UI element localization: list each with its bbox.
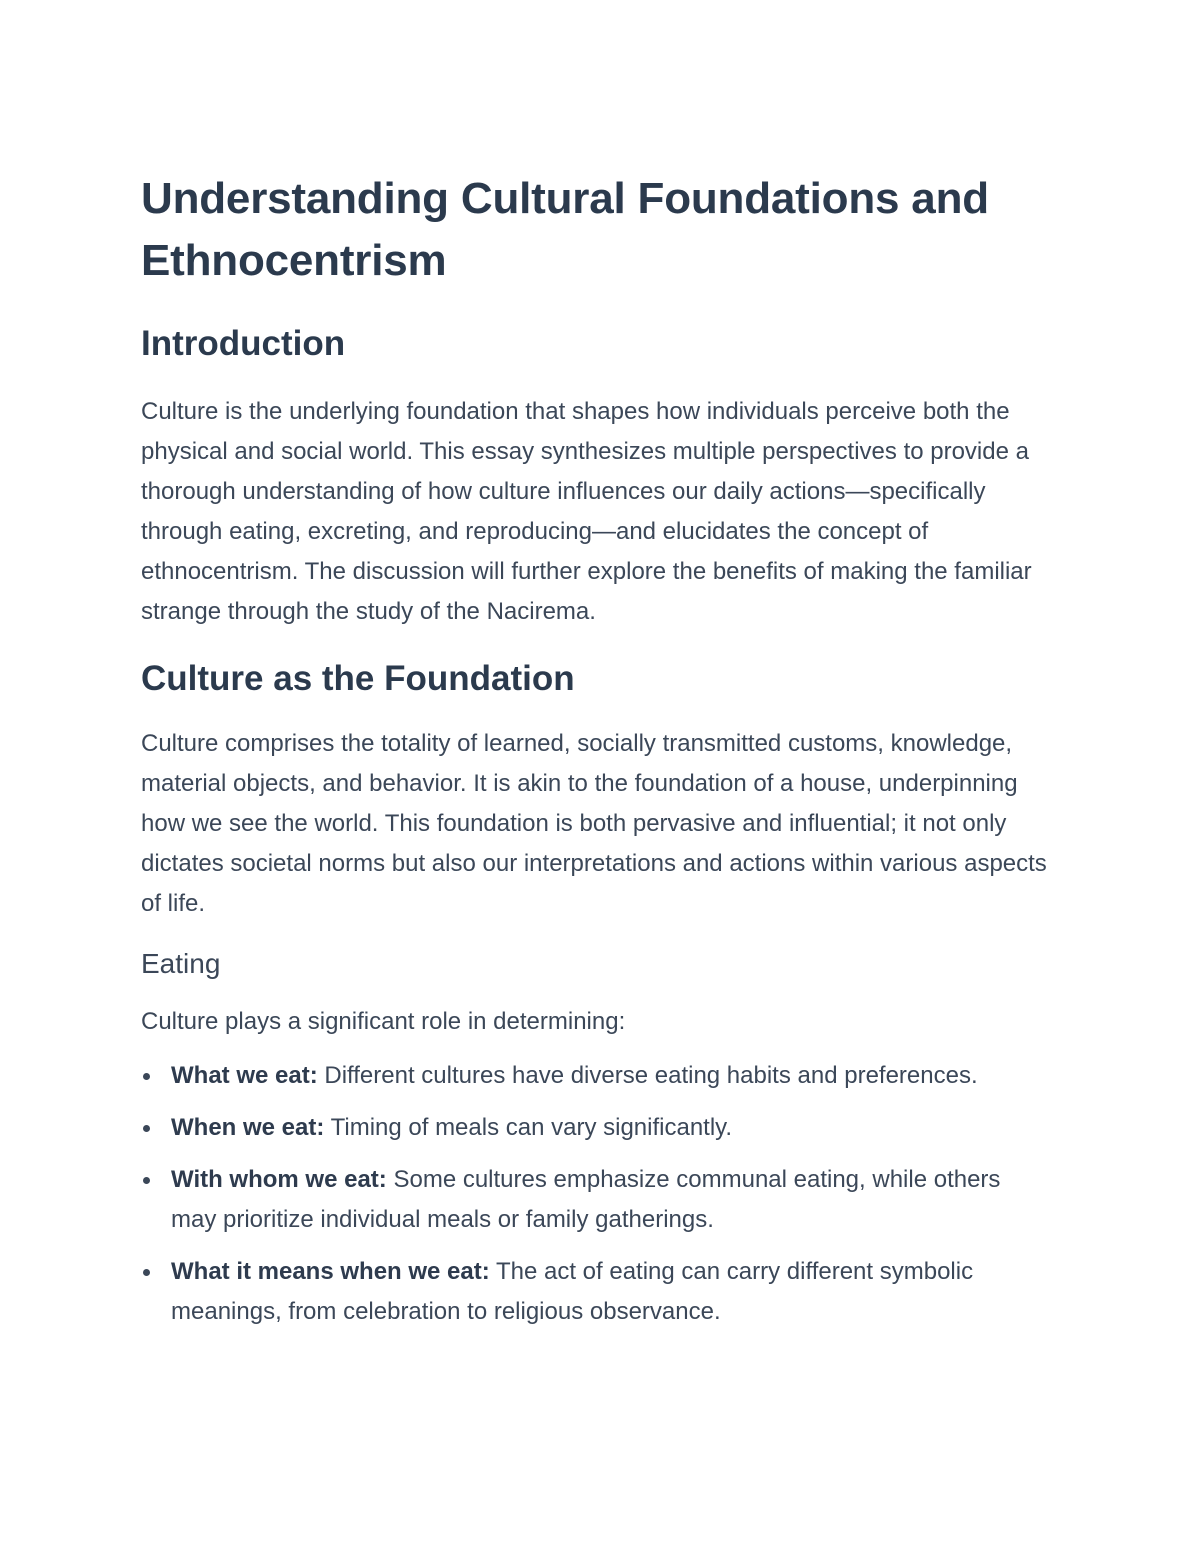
eating-list: [141, 1056, 1051, 1332]
list-item-text: The act of eating can carry different symbolic meanings, from celebration to religious observance.: [171, 1258, 974, 1325]
document-page: [141, 168, 1051, 1332]
bullet-icon: [143, 1269, 150, 1276]
introduction-paragraph: Culture is the underlying foundation that shapes how individuals perceive both the physical and social world. This essay synthesizes multiple perspectives to provide a thorough understanding of how culture influences our daily actions—specifically through eating, excreting, and reproducing—and elucidates the concept of ethnocentrism. The discussion will further explore the benefits of making the familiar strange through the study of the Nacirema.: [141, 398, 1032, 625]
eating-intro: Culture plays a significant role in determining:: [141, 1008, 626, 1035]
bullet-icon: [143, 1177, 150, 1184]
list-item: [141, 1056, 1051, 1096]
list-item-term: With whom we eat:: [171, 1166, 387, 1193]
foundation-heading: Culture as the Foundation: [141, 659, 575, 698]
eating-heading: Eating: [141, 948, 221, 979]
list-item-term: What it means when we eat:: [171, 1258, 490, 1285]
foundation-paragraph: Culture comprises the totality of learned, socially transmitted customs, knowledge, material objects, and behavior. It is akin to the foundation of a house, underpinning how we see the world. This foundation is both pervasive and influential; it not only dictates societal norms but also our interpretations and actions within various aspects of life.: [141, 730, 1047, 917]
list-item: [141, 1252, 1051, 1332]
document-title: Understanding Cultural Foundations and Ethnocentrism: [141, 174, 989, 285]
list-item-text: Different cultures have diverse eating habits and preferences.: [317, 1062, 978, 1089]
bullet-icon: [143, 1073, 150, 1080]
list-item-text: Some cultures emphasize communal eating, while others may prioritize individual meals or family gatherings.: [171, 1166, 1001, 1233]
bullet-icon: [143, 1125, 150, 1132]
list-item-term: What we eat:: [171, 1062, 318, 1089]
list-item-term: When we eat:: [171, 1114, 325, 1141]
list-item: [141, 1108, 1051, 1148]
list-item: [141, 1160, 1051, 1240]
introduction-heading: Introduction: [141, 324, 346, 363]
list-item-text: Timing of meals can vary significantly.: [324, 1114, 733, 1141]
